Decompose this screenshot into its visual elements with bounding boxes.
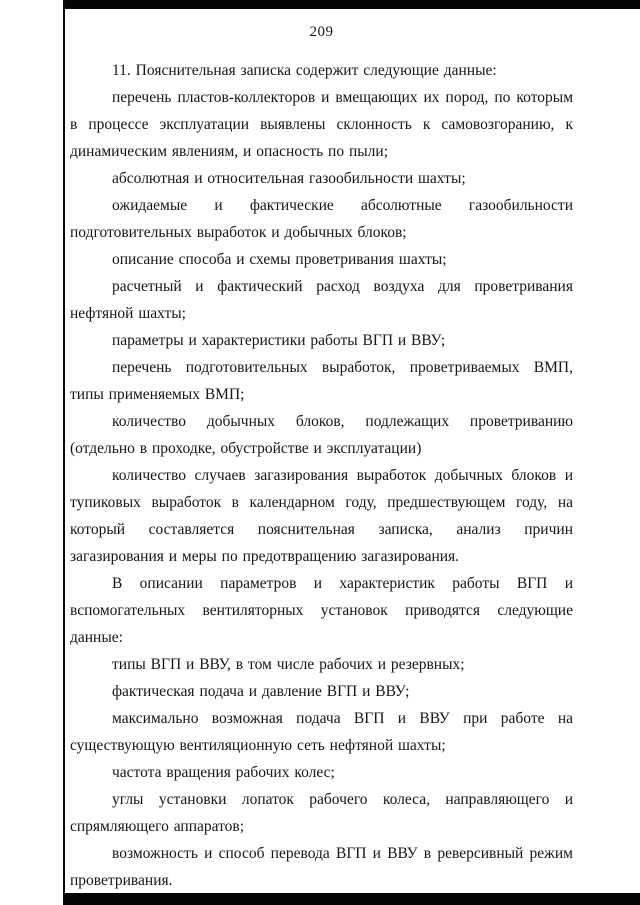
- document-body: [70, 57, 573, 894]
- paragraph: абсолютная и относительная газообильности шахты;: [112, 170, 466, 187]
- scan-artifact-bottom-bar: [64, 893, 640, 905]
- paragraph: 11. Пояснительная записка содержит следующие данные:: [112, 62, 497, 79]
- paragraph: углы установки лопаток рабочего колеса, направляющего и спрямляющего аппаратов;: [70, 791, 573, 835]
- paragraph: возможность и способ перевода ВГП и ВВУ в реверсивный режим проветривания.: [70, 845, 573, 889]
- paragraph: В описании параметров и характеристик работы ВГП и вспомогательных вентиляторных установок приводятся следующие данные:: [70, 575, 573, 646]
- paragraph: расчетный и фактический расход воздуха для проветривания нефтяной шахты;: [70, 278, 573, 322]
- scan-artifact-top-bar: [64, 0, 640, 9]
- paragraph: количество добычных блоков, подлежащих проветриванию (отдельно в проходке, обустройстве и эксплуатации): [70, 413, 573, 457]
- page-number: 209: [309, 24, 334, 40]
- paragraph: фактическая подача и давление ВГП и ВВУ;: [112, 683, 410, 700]
- paragraph: максимально возможная подача ВГП и ВВУ при работе на существующую вентиляционную сеть нефтяной шахты;: [70, 710, 573, 754]
- paragraph: перечень пластов-коллекторов и вмещающих их пород, по которым в процессе эксплуатации выявлены склонность к самовозгоранию, к динамическим явлениям, и опасность по пыли;: [70, 89, 573, 160]
- paragraph: типы ВГП и ВВУ, в том числе рабочих и резервных;: [112, 656, 465, 673]
- paragraph: частота вращения рабочих колес;: [112, 764, 335, 781]
- paragraph: количество случаев загазирования выработок добычных блоков и тупиковых выработок в календарном году, предшествующем году, на который составляется пояснительная записка, анализ причин загазирования и меры по предотвращению загазирования.: [70, 467, 573, 565]
- paragraph: параметры и характеристики работы ВГП и ВВУ;: [112, 332, 446, 349]
- paragraph: описание способа и схемы проветривания шахты;: [112, 251, 447, 268]
- scan-artifact-left-edge: [63, 0, 65, 905]
- paragraph: ожидаемые и фактические абсолютные газообильности подготовительных выработок и добычных блоков;: [70, 197, 573, 241]
- paragraph: перечень подготовительных выработок, проветриваемых ВМП, типы применяемых ВМП;: [70, 359, 573, 403]
